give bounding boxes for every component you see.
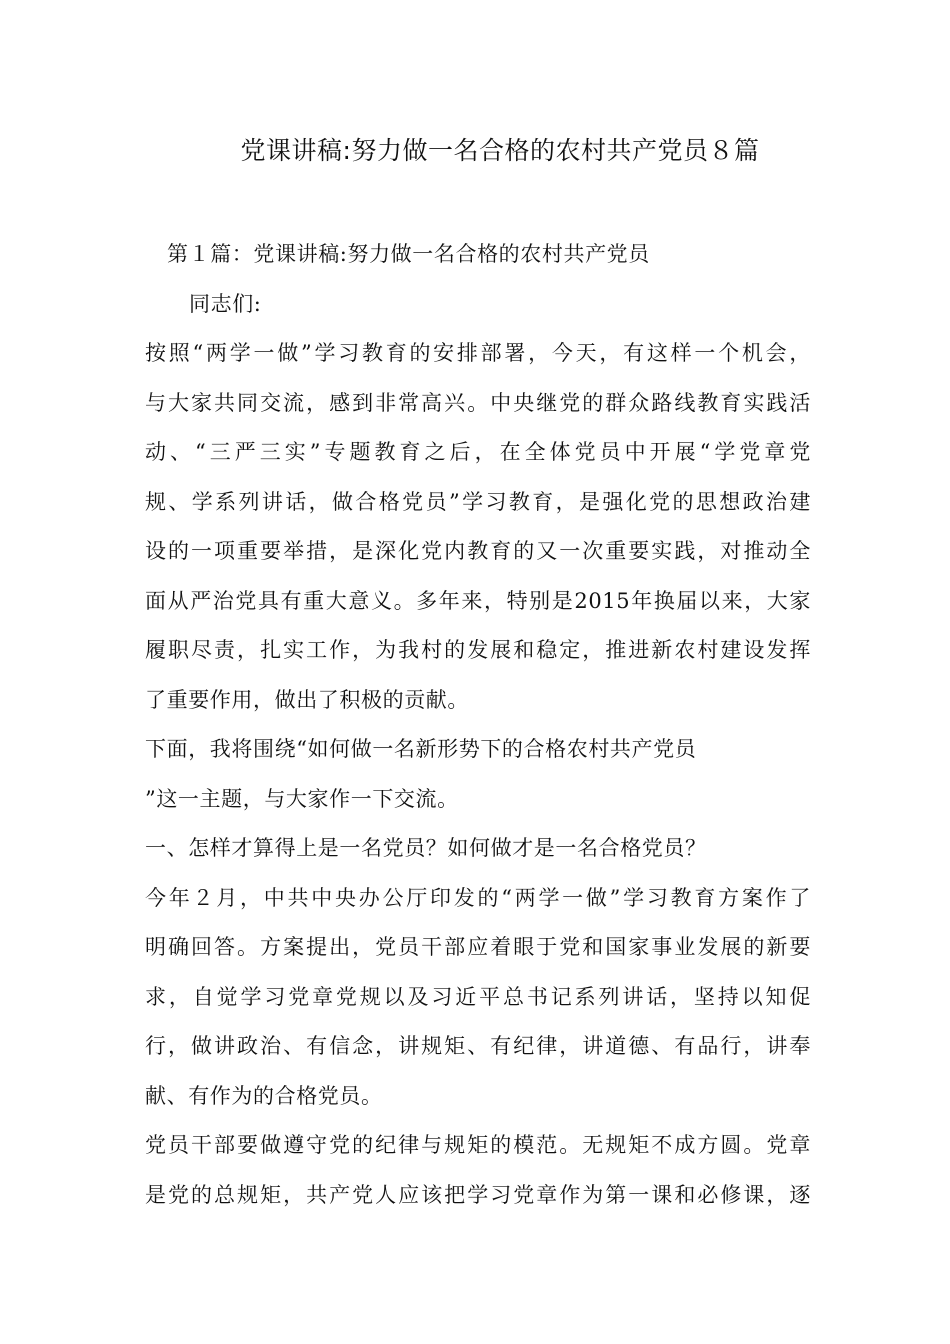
document-body [145, 230, 811, 1220]
paragraph-line: 动、“三严三实”专题教育之后，在全体党员中开展“学党章党 [145, 440, 811, 464]
paragraph-line: 党员干部要做遵守党的纪律与规矩的模范。无规矩不成方圆。党章 [145, 1133, 811, 1157]
paragraph-line: 明确回答。方案提出，党员干部应着眼于党和国家事业发展的新要 [145, 935, 811, 959]
paragraph-line: 与大家共同交流，感到非常高兴。中央继党的群众路线教育实践活 [145, 390, 811, 415]
paragraph-line: 按照“两学一做”学习教育的安排部署，今天，有这样一个机会， [145, 341, 811, 365]
paragraph-line: 求，自觉学习党章党规以及习近平总书记系列讲话，坚持以知促 [145, 984, 811, 1009]
chapter-heading: 第１篇：党课讲稿:努力做一名合格的农村共产党员 [167, 242, 650, 266]
paragraph-line: 设的一项重要举措，是深化党内教育的又一次重要实践，对推动全 [145, 539, 811, 563]
paragraph-3 [145, 874, 811, 1122]
section-heading-1 [145, 824, 811, 874]
document-title: 党课讲稿:努力做一名合格的农村共产党员８篇 [240, 136, 760, 165]
paragraph-line: 是党的总规矩，共产党人应该把学习党章作为第一课和必修课，逐 [145, 1182, 811, 1207]
paragraph-line: 履职尽责，扎实工作，为我村的发展和稳定，推进新农村建设发挥 [145, 638, 811, 662]
paragraph-2 [145, 725, 811, 824]
paragraph-line: 下面，我将围绕“如何做一名新形势下的合格农村共产党员 [145, 737, 697, 761]
paragraph-line: 了重要作用，做出了积极的贡献。 [145, 687, 469, 712]
greeting: 同志们: [189, 291, 262, 316]
paragraph-line: 今年２月，中共中央办公厅印发的“两学一做”学习教育方案作了 [145, 885, 811, 910]
paragraph-line: 献、有作为的合格党员。 [145, 1083, 383, 1108]
paragraph-line: 面从严治党具有重大意义。多年来，特别是2015年换届以来，大家 [145, 588, 811, 613]
paragraph-line: 规、学系列讲话，做合格党员”学习教育，是强化党的思想政治建 [145, 489, 811, 514]
paragraph-line: 行，做讲政治、有信念，讲规矩、有纪律，讲道德、有品行，讲奉 [145, 1034, 811, 1058]
section-heading-line: 一、怎样才算得上是一名党员？如何做才是一名合格党员？ [145, 836, 707, 860]
paragraph-4 [145, 1121, 811, 1220]
paragraph-line: ”这一主题，与大家作一下交流。 [145, 786, 459, 811]
paragraph-1 [145, 329, 811, 725]
